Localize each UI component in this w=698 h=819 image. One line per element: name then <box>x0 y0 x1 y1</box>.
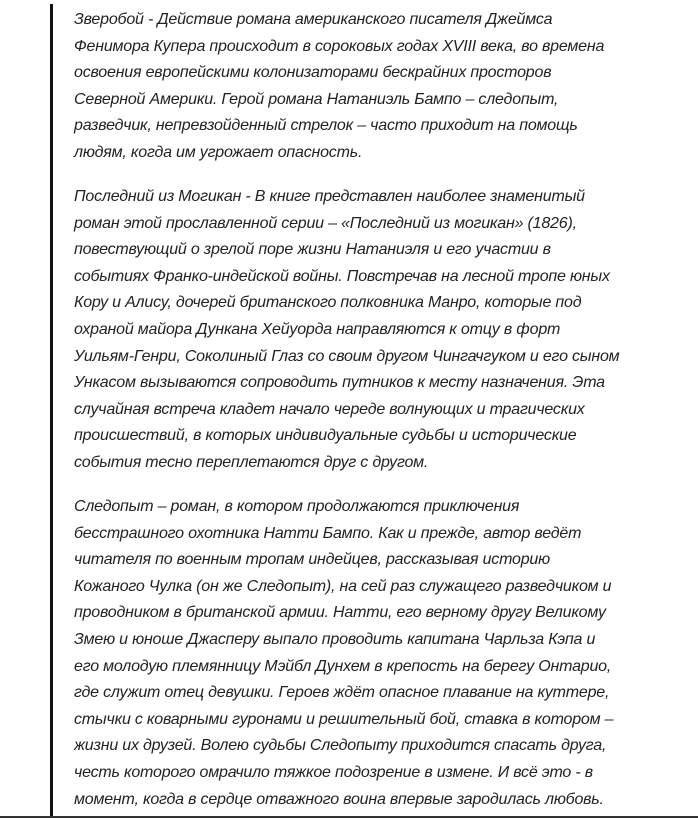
text-line: роман этой прославленной серии – «Последний из могикан» (1826), <box>74 214 577 232</box>
text-line: момент, когда в сердце отважного воина впервые зародилась любовь. <box>74 790 604 808</box>
text-line: событиях Франко-индейской войны. Повстречав на лесной тропе юных <box>74 267 610 285</box>
text-line: Северной Америки. Герой романа Натаниэль Бампо – следопыт, <box>74 90 559 108</box>
paragraph-last-of-mohicans <box>74 184 619 477</box>
text-line: Последний из Могикан - В книге представлен наиболее знаменитый <box>74 188 585 205</box>
text-line: стычки с коварными гуронами и решительный бой, ставка в котором – <box>74 710 614 728</box>
text-line: его молодую племянницу Мэйбл Дунхем в крепость на берегу Онтарио, <box>74 657 612 675</box>
text-line: людям, когда им угрожает опасность. <box>74 143 363 161</box>
text-line: происшествий, в которых индивидуальные судьбы и исторические <box>74 427 577 445</box>
text-line: Следопыт – роман, в котором продолжаются приключения <box>74 498 520 515</box>
text-line: где служит отец девушки. Героев ждёт опасное плавание на куттере, <box>74 684 610 702</box>
text-line: разведчик, непревзойденный стрелок – часто приходит на помощь <box>74 117 578 135</box>
text-line: Кожаного Чулка (он же Следопыт), на сей раз служащего разведчиком и <box>74 577 612 595</box>
paragraph-pathfinder <box>74 494 613 813</box>
bottom-divider <box>0 816 698 818</box>
text-line: Зверобой - Действие романа американского писателя Джеймса <box>74 11 553 28</box>
text-line: жизни их друзей. Волею судьбы Следопыту приходится спасать друга, <box>74 737 607 755</box>
text-line: Уильям-Генри, Соколиный Глаз со своим другом Чингачгуком и его сыном <box>74 347 620 365</box>
text-line: случайная встреча кладет начало череде волнующих и трагических <box>74 400 585 418</box>
text-line: Ункасом вызываются сопроводить путников к месту назначения. Эта <box>74 374 605 392</box>
text-line: честь которого омрачило тяжкое подозрение в измене. И всё это - в <box>74 763 593 781</box>
text-line: Кору и Алису, дочерей британского полковника Манро, которые под <box>74 294 582 312</box>
text-line: проводником в британской армии. Натти, его верному другу Великому <box>74 604 606 622</box>
text-line: охраной майора Дункана Хейуорда направляются к отцу в форт <box>74 320 561 338</box>
text-line: Змею и юноше Джасперу выпало проводить капитана Чарльза Кэпа и <box>74 630 596 648</box>
text-line: Фенимора Купера происходит в сороковых годах XVIII века, во времена <box>74 37 605 55</box>
paragraph-zveroboy <box>74 7 604 167</box>
text-line: события тесно переплетаются друг с другом. <box>74 453 429 471</box>
text-line: читателя по военным тропам индейцев, рассказывая историю <box>74 551 550 569</box>
blockquote <box>50 4 690 817</box>
text-line: повествующий о зрелой поре жизни Натаниэля и его участии в <box>74 241 551 259</box>
text-line: бесстрашного охотника Натти Бампо. Как и прежде, автор ведёт <box>74 524 582 542</box>
text-line: освоения европейскими колонизаторами бескрайних просторов <box>74 64 552 82</box>
